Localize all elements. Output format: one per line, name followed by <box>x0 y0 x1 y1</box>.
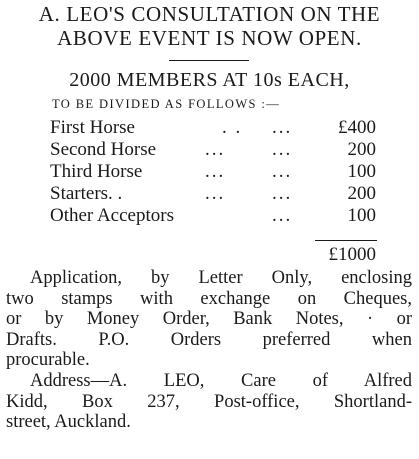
total-rule <box>315 240 377 241</box>
prize-name: Other Acceptors <box>50 205 174 226</box>
paragraph-line: Drafts. P.O. Orders preferred when <box>6 329 412 350</box>
prize-name: Third Horse <box>50 161 143 182</box>
paragraph-line: Address—A. LEO, Care of Alfred <box>30 371 412 391</box>
prize-row-other-acceptors <box>0 205 419 227</box>
prize-leader-dots: ... <box>205 183 226 204</box>
prize-leader-dots: ... <box>272 117 293 138</box>
prize-name: Starters. . <box>50 183 123 204</box>
prize-leader-dots: ... <box>205 139 226 160</box>
prize-amount: 100 <box>347 205 376 226</box>
prize-total: £1000 <box>328 244 376 265</box>
prize-leader-dots: . . <box>222 117 243 138</box>
prize-amount: £400 <box>338 117 376 138</box>
paragraph-line: or by Money Order, Bank Notes, · or <box>6 309 412 329</box>
prize-name: Second Horse <box>50 139 157 160</box>
prize-leader-dots: ... <box>272 205 293 226</box>
paragraph-line: Application, by Letter Only, enclosing <box>30 268 412 288</box>
paragraph-line: procurable. <box>6 350 90 370</box>
prize-row-second-horse <box>0 139 419 161</box>
prize-leader-dots: ... <box>205 161 226 182</box>
application-paragraph <box>6 268 412 371</box>
prize-amount: 100 <box>347 161 376 182</box>
divider-rule <box>169 60 249 61</box>
prize-row-starters <box>0 183 419 205</box>
prize-amount: 200 <box>347 139 376 160</box>
prize-name: First Horse <box>50 117 135 138</box>
address-paragraph <box>6 371 412 433</box>
members-line: 2000 MEMBERS AT 10s EACH, <box>69 69 350 91</box>
prize-amount: 200 <box>347 183 376 204</box>
headline-line-2: ABOVE EVENT IS NOW OPEN. <box>57 26 362 50</box>
paragraph-line: Kidd, Box 237, Post-office, Shortland- <box>6 391 412 412</box>
paragraph-line: street, Auckland. <box>6 412 131 432</box>
divided-subheading: TO BE DIVIDED AS FOLLOWS :— <box>52 97 281 111</box>
headline-line-1: A. LEO'S CONSULTATION ON THE <box>38 2 381 26</box>
prize-row-third-horse <box>0 161 419 183</box>
prize-leader-dots: ... <box>272 183 293 204</box>
prize-leader-dots: ... <box>272 139 293 160</box>
prize-leader-dots: ... <box>272 161 293 182</box>
prize-row-first-horse <box>0 117 419 139</box>
paragraph-line: two stamps with exchange on Cheques, <box>6 288 412 309</box>
